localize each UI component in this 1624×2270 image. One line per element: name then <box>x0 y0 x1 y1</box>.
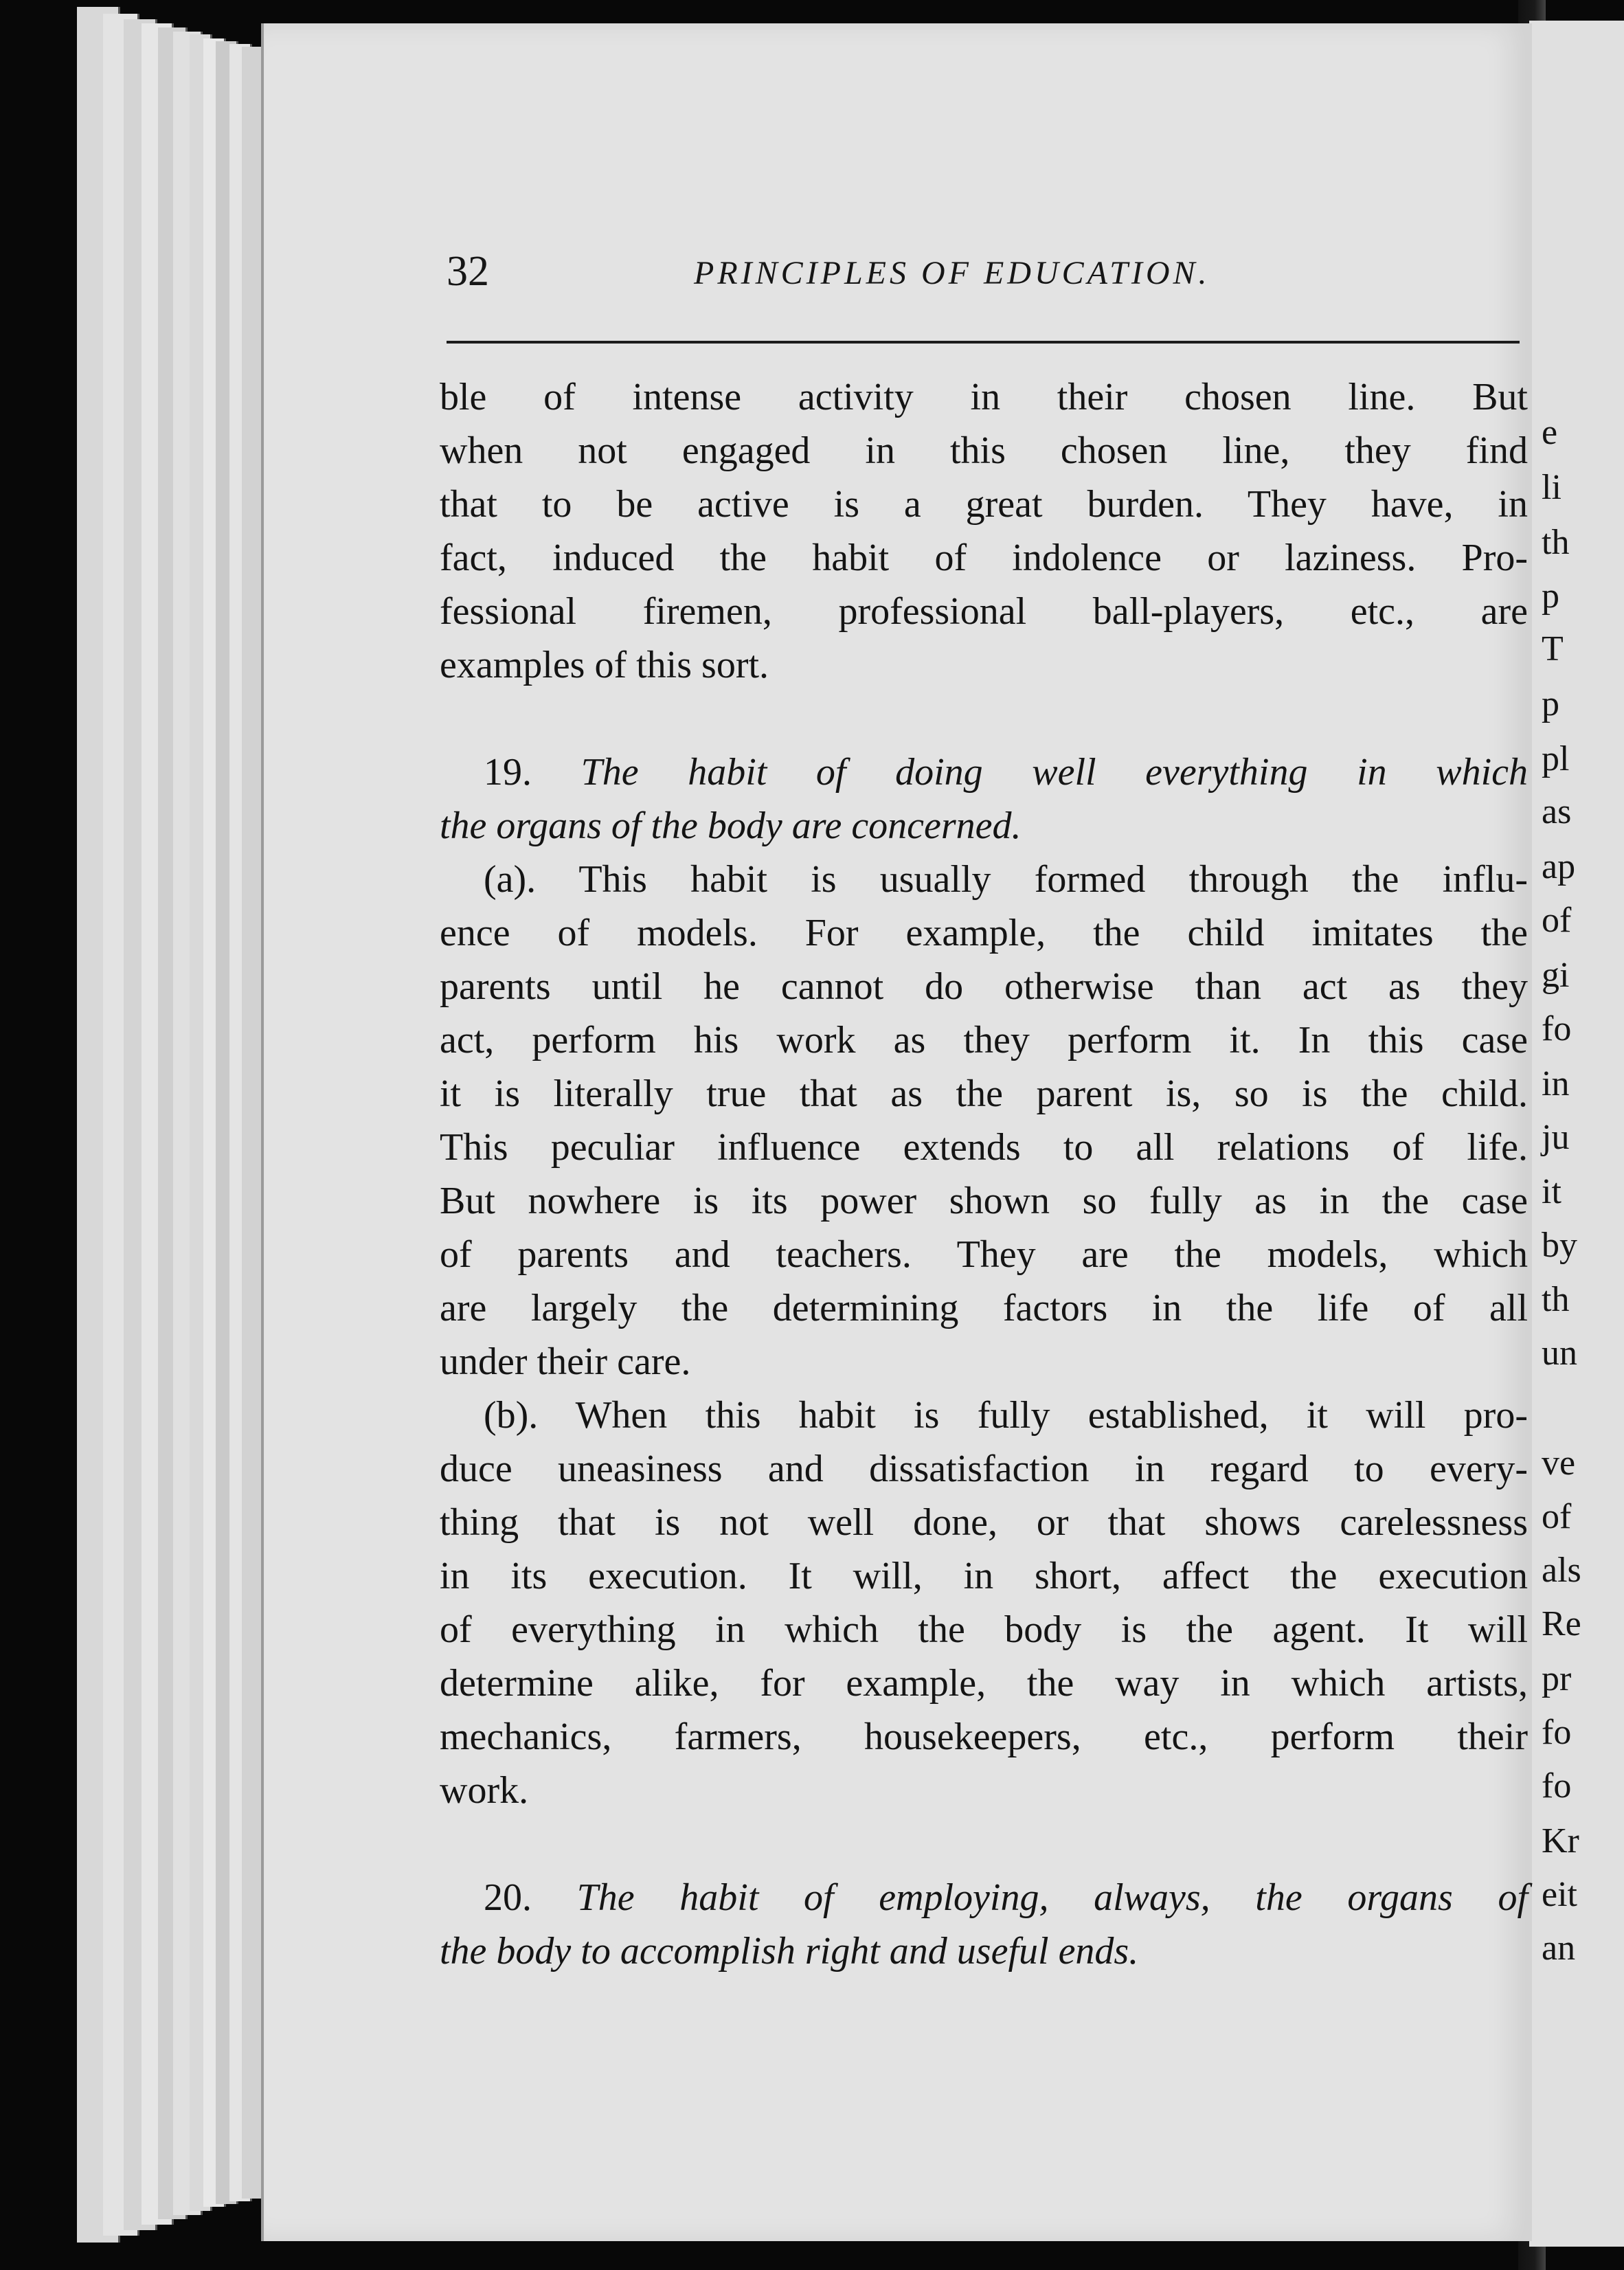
header-rule <box>447 341 1520 344</box>
facing-page-fragment: ju <box>1542 1118 1570 1157</box>
paragraph-text: When this habit is fully established, it will pro- <box>575 1394 1528 1437</box>
section-number: 20. <box>484 1876 577 1919</box>
page-number: 32 <box>447 248 489 295</box>
facing-page-fragment: als <box>1542 1551 1581 1590</box>
text-line: when not engaged in this chosen line, they find <box>440 429 1528 472</box>
facing-page-fragment: an <box>1542 1929 1576 1968</box>
text-line: This peculiar influence extends to all relations of life. <box>440 1126 1528 1169</box>
text-line: are largely the determining factors in the life of all <box>440 1287 1528 1329</box>
text-line: of parents and teachers. They are the models, which <box>440 1233 1528 1276</box>
text-line <box>440 1389 1528 1442</box>
text-line: But nowhere is its power shown so fully as in the case <box>440 1180 1528 1222</box>
facing-page-fragment: th <box>1542 1280 1570 1319</box>
facing-page-fragment: eit <box>1542 1875 1577 1914</box>
facing-page-fragment: by <box>1542 1226 1577 1265</box>
text-line: thing that is not well done, or that shows carelessness <box>440 1501 1528 1544</box>
text-line: under their care. <box>440 1340 691 1383</box>
text-line: duce uneasiness and dissatisfaction in regard to every- <box>440 1448 1528 1490</box>
facing-page-fragment: ap <box>1542 847 1576 886</box>
book-page <box>261 23 1532 2241</box>
paragraph-label: (a). <box>484 858 579 901</box>
heading-line: the organs of the body are concerned. <box>440 805 1022 847</box>
paragraph-continuation <box>440 370 1528 692</box>
facing-page-fragment: as <box>1542 792 1572 831</box>
facing-page-fragment: Kr <box>1542 1821 1579 1861</box>
facing-page-fragment: p <box>1542 684 1559 723</box>
text-line: fessional firemen, professional ball-players, etc., are <box>440 590 1528 633</box>
facing-page-fragment: Re <box>1542 1604 1581 1643</box>
facing-page-fragment: pr <box>1542 1659 1572 1698</box>
facing-page-fragment: of <box>1542 901 1572 940</box>
section-number: 19. <box>484 751 581 794</box>
facing-page-fragment: of <box>1542 1497 1572 1536</box>
body-text <box>440 370 1528 1978</box>
paragraph-text: This habit is usually formed through the influ- <box>578 858 1528 901</box>
text-line: work. <box>440 1769 529 1812</box>
facing-page-fragment: ve <box>1542 1443 1576 1483</box>
text-line: that to be active is a great burden. They have, in <box>440 483 1528 526</box>
paragraph-label: (b). <box>484 1394 576 1437</box>
paragraph-b <box>440 1389 1528 1817</box>
heading-line: the body to accomplish right and useful ends. <box>440 1930 1139 1973</box>
section-heading-19 <box>440 745 1528 853</box>
heading-line <box>484 1871 1528 1924</box>
text-line: of everything in which the body is the agent. It will <box>440 1608 1528 1651</box>
paragraph-a <box>440 853 1528 1389</box>
facing-page-fragment: un <box>1542 1334 1577 1373</box>
facing-page-fragment: it <box>1542 1172 1561 1211</box>
text-line: determine alike, for example, the way in which artists, <box>440 1662 1528 1705</box>
running-title: PRINCIPLES OF EDUCATION. <box>694 255 1210 291</box>
text-line: it is literally true that as the parent is, so is the child. <box>440 1072 1528 1115</box>
facing-page-fragment: fo <box>1542 1766 1572 1806</box>
text-line: ble of intense activity in their chosen line. But <box>440 376 1528 418</box>
facing-page-fragment: T <box>1542 629 1564 668</box>
text-line: parents until he cannot do otherwise than act as they <box>440 965 1528 1008</box>
text-line: examples of this sort. <box>440 644 769 686</box>
facing-page-fragment: fo <box>1542 1009 1572 1048</box>
facing-page-fragment: th <box>1542 523 1570 562</box>
heading-line <box>484 745 1528 799</box>
text-line <box>440 853 1528 906</box>
facing-page-fragment: gi <box>1542 956 1570 995</box>
facing-page-fragment: pl <box>1542 739 1570 778</box>
text-line: act, perform his work as they perform it. In this case <box>440 1019 1528 1061</box>
heading-text: The habit of employing, always, the organs of <box>576 1876 1529 1919</box>
text-line: in its execution. It will, in short, affect the execution <box>440 1555 1528 1597</box>
section-heading-20 <box>440 1871 1528 1978</box>
facing-page <box>1529 21 1624 2247</box>
facing-page-fragment: li <box>1542 468 1561 507</box>
heading-text: The habit of doing well everything in which <box>580 751 1529 794</box>
facing-page-fragment: p <box>1542 576 1559 616</box>
text-line: fact, induced the habit of indolence or laziness. Pro- <box>440 537 1528 579</box>
facing-page-fragment: in <box>1542 1064 1570 1103</box>
text-line: mechanics, farmers, housekeepers, etc., perform their <box>440 1716 1528 1758</box>
facing-page-fragment: e <box>1542 413 1558 452</box>
text-line: ence of models. For example, the child imitates the <box>440 912 1528 954</box>
facing-page-fragment: fo <box>1542 1713 1572 1752</box>
